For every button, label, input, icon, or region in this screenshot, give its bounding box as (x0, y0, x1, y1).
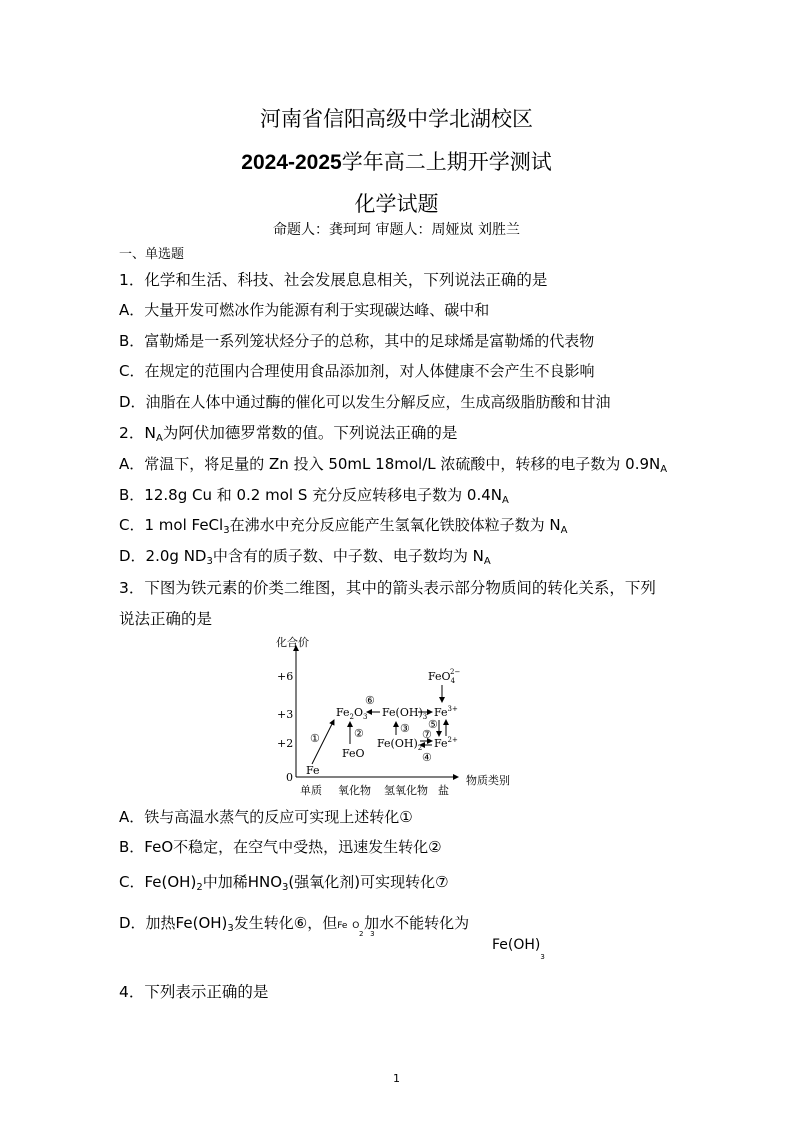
q1-option-a: A．大量开发可燃冰作为能源有利于实现碳达峰、碳中和 (119, 301, 490, 319)
species-fe: Fe (306, 764, 320, 777)
exam-title-rest: 学年高二上期开学测试 (341, 151, 552, 174)
q3-option-d-line2: $Fe(OH)_3$ (492, 937, 545, 961)
q3-stem-line2: 说法正确的是 (119, 610, 213, 628)
species-fe3plus: $Fe^{3+}$ (434, 705, 458, 719)
q2-option-a: A．常温下，将足量的 Zn 投入 50mL 18mol/L 浓硫酸中，转移的电子数为 $0.9N_A$ (119, 455, 668, 475)
q3-option-a: A．铁与高温水蒸气的反应可实现上述转化① (119, 808, 413, 826)
q3-option-d: D．加热$Fe(OH)_3$发生转化⑥，但Fe O 加水不能转化为 (119, 914, 470, 934)
marker-2: ② (354, 727, 364, 740)
marker-4: ④ (422, 751, 432, 764)
category-hydroxide: 氢氧化物 (384, 784, 428, 797)
q2-option-d: D．2.0g $ND_3$中含有的质子数、中子数、电子数均为 $N_A$ (119, 547, 491, 567)
species-feo4: FeO$_4$2− (428, 668, 461, 685)
q4-stem: 4．下列表示正确的是 (119, 983, 269, 1001)
section-heading: 一、单选题 (119, 247, 185, 262)
species-feoh3: $Fe(OH)_3$ (382, 706, 428, 721)
q1-stem: 1．化学和生活、科技、社会发展息息相关，下列说法正确的是 (119, 271, 548, 289)
tick-zero: 0 (286, 771, 293, 784)
y-axis-title: 化合价 (276, 636, 309, 649)
exam-title (0, 146, 793, 176)
marker-3: ③ (400, 722, 410, 735)
q2-stem: 2．$N_A$为阿伏加德罗常数的值。下列说法正确的是 (119, 424, 458, 444)
category-element: 单质 (300, 784, 322, 797)
marker-6: ⑥ (365, 694, 375, 707)
school-title: 河南省信阳高级中学北湖校区 (260, 107, 533, 131)
q1-option-d: D．油脂在人体中通过酶的催化可以发生分解反应，生成高级脂肪酸和甘油 (119, 393, 611, 411)
species-fe2o3: $Fe_2O_3$ (336, 706, 368, 721)
authors-line: 命题人：龚珂珂 审题人：周娅岚 刘胜兰 (273, 222, 520, 238)
category-salt: 盐 (438, 784, 449, 797)
exam-year: 2024-2025 (241, 151, 342, 174)
subject-title: 化学试题 (354, 192, 439, 216)
category-oxide: 氧化物 (338, 784, 371, 797)
species-fe2plus: $Fe^{2+}$ (434, 736, 458, 750)
q1-option-c: C．在规定的范围内合理使用食品添加剂，对人体健康不会产生不良影响 (119, 362, 595, 380)
marker-5: ⑤ (428, 718, 438, 731)
q3-option-b: B．FeO不稳定，在空气中受热，迅速发生转化② (119, 838, 442, 856)
marker-7: ⑦ (422, 728, 432, 741)
tick-plus6: +6 (277, 670, 294, 683)
q3-stem-line1: 3．下图为铁元素的价类二维图，其中的箭头表示部分物质间的转化关系，下列 (119, 579, 656, 597)
tick-plus3: +3 (277, 708, 294, 721)
species-feo: FeO (342, 747, 365, 760)
q2-option-b: B．12.8g Cu 和 0.2 mol S 充分反应转移电子数为 $0.4N_A$ (119, 486, 509, 506)
species-feoh2: $Fe(OH)_2$ (377, 737, 423, 752)
marker-1: ① (310, 732, 320, 745)
page-number: 1 (393, 1072, 400, 1085)
q1-option-b: B．富勒烯是一系列笼状烃分子的总称，其中的足球烯是富勒烯的代表物 (119, 332, 595, 350)
iron-valence-diagram (260, 632, 540, 800)
q2-option-c: C．1 mol FeCl$_3$在沸水中充分反应能产生氢氧化铁胶体粒子数为 $N_A$ (119, 516, 568, 536)
q3-option-c: C．$Fe(OH)_2$中加稀$HNO_3$(强氧化剂)可实现转化⑦ (119, 873, 449, 893)
x-axis-title: 物质类别 (466, 774, 510, 787)
tick-plus2: +2 (277, 737, 294, 750)
q3-d-small-subscripts: 2 3 (359, 930, 375, 938)
